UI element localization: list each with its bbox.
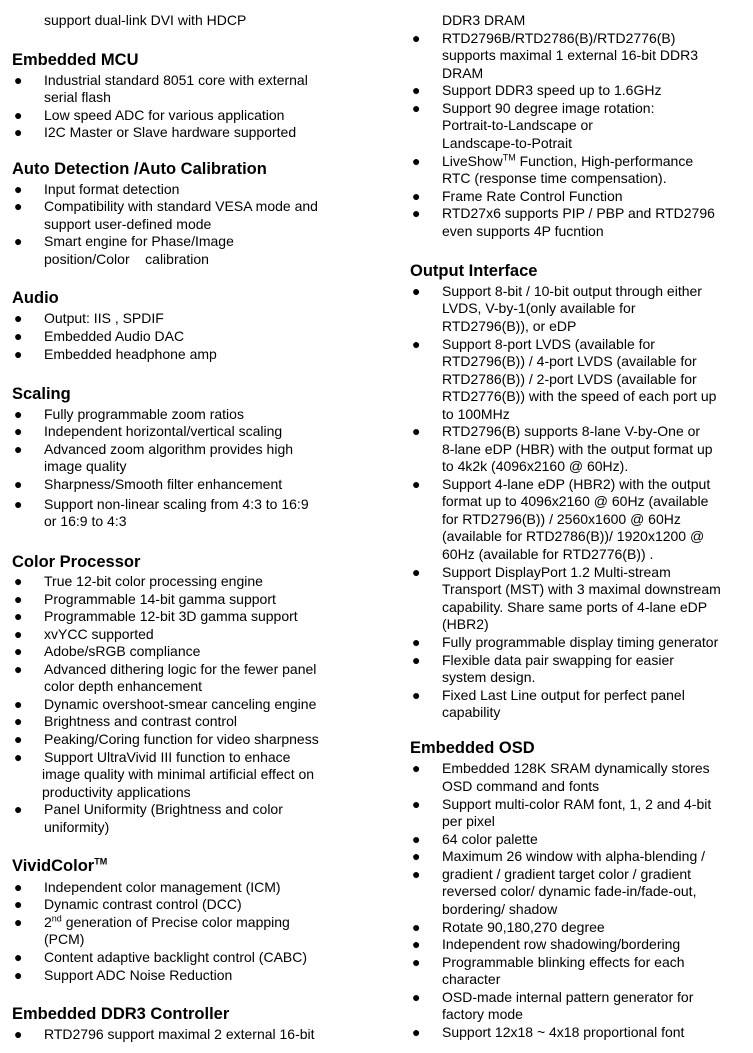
bullet-icon: ● <box>14 801 23 817</box>
bullet-icon: ● <box>14 423 23 439</box>
line-text: Support 8-bit / 10-bit output through either <box>442 283 702 299</box>
line-text: capability <box>442 704 501 720</box>
bullet-continuation <box>442 406 510 422</box>
bullet-continuation <box>44 216 211 232</box>
line-text: Input format detection <box>44 181 180 197</box>
bullet-item <box>44 406 244 422</box>
line-text: Color Processor <box>12 553 141 571</box>
bullet-item <box>44 949 307 965</box>
line-text: per pixel <box>442 813 495 829</box>
bullet-continuation <box>44 251 209 267</box>
line-text: image quality with minimal artificial effect on <box>42 766 315 782</box>
line-text: RTC (response time compensation). <box>442 170 667 186</box>
bullet-item <box>442 30 675 46</box>
line-text: Portrait-to-Landscape or <box>442 117 593 133</box>
bullet-icon: ● <box>412 687 421 703</box>
line-text: Maximum 26 window with alpha-blending / <box>442 848 706 864</box>
section-heading-vividcolor <box>12 857 107 876</box>
line-text: Independent row shadowing/bordering <box>442 936 681 952</box>
bullet-item <box>44 181 179 197</box>
line-text: reversed color/ dynamic fade-in/fade-out, <box>442 883 697 899</box>
bullet-icon: ● <box>412 919 421 935</box>
bullet-item <box>442 848 705 864</box>
line-text: Audio <box>12 289 59 307</box>
bullet-icon: ● <box>14 328 23 344</box>
bullet-item <box>44 626 154 642</box>
line-text: Dynamic contrast control (DCC) <box>44 896 242 912</box>
bullet-icon: ● <box>412 796 421 812</box>
bullet-item <box>442 100 654 116</box>
bullet-continuation <box>442 117 593 133</box>
bullet-icon: ● <box>14 346 23 362</box>
bullet-item <box>442 866 691 882</box>
bullet-icon: ● <box>412 423 421 439</box>
line-text: Support non-linear scaling from 4:3 to 16:9 <box>44 496 309 512</box>
bullet-continuation <box>442 441 713 457</box>
bullet-continuation <box>442 353 697 369</box>
line-text: RTD2796B/RTD2786(B)/RTD2776(B) <box>442 30 676 46</box>
bullet-item <box>44 310 164 326</box>
bullet-icon: ● <box>412 100 421 116</box>
line-text: Independent color management (ICM) <box>44 879 281 895</box>
line-text: Panel Uniformity (Brightness and color <box>44 801 283 817</box>
line-text: RTD2776(B)) with the speed of each port up <box>442 388 717 404</box>
bullet-item <box>44 346 217 362</box>
line-text: Support ADC Noise Reduction <box>44 967 233 983</box>
line-text: Brightness and contrast control <box>44 713 237 729</box>
bullet-continuation <box>442 778 599 794</box>
bullet-continuation <box>442 458 628 474</box>
line-text: Programmable 12-bit 3D gamma support <box>44 608 298 624</box>
line-text: (HBR2) <box>442 616 489 632</box>
superscript: nd <box>51 913 62 924</box>
bullet-continuation <box>442 528 704 544</box>
bullet-item <box>44 896 242 912</box>
line-text: VividColor <box>12 857 95 875</box>
line-text: Auto Detection /Auto Calibration <box>12 160 267 178</box>
line-text: support dual-link DVI with HDCP <box>44 12 247 28</box>
bullet-icon: ● <box>14 661 23 677</box>
bullet-icon: ● <box>14 441 23 457</box>
line-text: Support 8-port LVDS (available for <box>442 336 655 352</box>
bullet-item <box>442 919 605 935</box>
bullet-item <box>442 936 680 952</box>
superscript: TM <box>94 856 108 867</box>
line-text: Fully programmable zoom ratios <box>44 406 244 422</box>
line-text: DRAM <box>442 65 484 81</box>
bullet-icon: ● <box>14 967 23 983</box>
line-text: Embedded DDR3 Controller <box>12 1005 230 1023</box>
bullet-icon: ● <box>14 591 23 607</box>
bullet-continuation <box>442 883 696 899</box>
bullet-item <box>44 496 309 512</box>
line-text: Content adaptive backlight control (CABC) <box>44 949 308 965</box>
line-text: Frame Rate Control Function <box>442 188 623 204</box>
bullet-icon: ● <box>412 831 421 847</box>
bullet-icon: ● <box>412 848 421 864</box>
bullet-item <box>442 188 623 204</box>
bullet-item <box>44 661 316 677</box>
line-text: productivity applications <box>42 784 191 800</box>
bullet-continuation <box>442 300 636 316</box>
line-text: RTD27x6 supports PIP / PBP and RTD2796 <box>442 205 715 221</box>
bullet-icon: ● <box>14 198 23 214</box>
bullet-icon: ● <box>412 476 421 492</box>
bullet-icon: ● <box>14 626 23 642</box>
line-text: to 4k2k (4096x2160 @ 60Hz). <box>442 458 629 474</box>
line-text: Scaling <box>12 385 71 403</box>
line-text: or 16:9 to 4:3 <box>44 513 127 529</box>
line-text: format up to 4096x2160 @ 60Hz (available <box>442 493 709 509</box>
line-text: (available for RTD2786(B))/ 1920x1200 @ <box>442 528 705 544</box>
bullet-icon: ● <box>14 879 23 895</box>
bullet-item <box>44 198 318 214</box>
bullet-icon: ● <box>412 205 421 221</box>
bullet-icon: ● <box>14 496 23 512</box>
line-text: xvYCC supported <box>44 626 154 642</box>
line-text: Output: IIS , SPDIF <box>44 310 164 326</box>
bullet-icon: ● <box>412 652 421 668</box>
bullet-icon: ● <box>14 233 23 249</box>
bullet-item <box>442 283 702 299</box>
line-text: Advanced zoom algorithm provides high <box>44 441 294 457</box>
line-text: Support multi-color RAM font, 1, 2 and 4-bit <box>442 796 712 812</box>
bullet-item <box>44 643 200 659</box>
line-text: uniformity) <box>44 819 110 835</box>
bullet-icon: ● <box>14 643 23 659</box>
bullet-continuation <box>442 12 525 28</box>
line-text: RTD2796(B)) / 4-port LVDS (available for <box>442 353 697 369</box>
section-heading-embedded-osd <box>410 739 535 758</box>
bullet-continuation <box>442 704 500 720</box>
bullet-continuation <box>442 581 721 597</box>
superscript: TM <box>502 152 516 163</box>
bullet-icon: ● <box>14 310 23 326</box>
bullet-icon: ● <box>412 1024 421 1040</box>
bullet-continuation <box>44 819 109 835</box>
bullet-continuation <box>442 971 500 987</box>
bullet-icon: ● <box>412 936 421 952</box>
line-text: Industrial standard 8051 core with external <box>44 72 308 88</box>
line-text: Flexible data pair swapping for easier <box>442 652 674 668</box>
bullet-icon: ● <box>412 336 421 352</box>
bullet-icon: ● <box>14 896 23 912</box>
bullet-item <box>442 1024 684 1040</box>
line-text: color depth enhancement <box>44 678 202 694</box>
bullet-icon: ● <box>14 124 23 140</box>
line-text: RTD2786(B)) / 2-port LVDS (available for <box>442 371 697 387</box>
bullet-item <box>442 82 661 98</box>
line-text: Smart engine for Phase/Image <box>44 233 234 249</box>
line-text: serial flash <box>44 89 111 105</box>
bullet-item <box>44 608 298 624</box>
line-text: Embedded Audio DAC <box>44 328 185 344</box>
line-text: DDR3 DRAM <box>442 12 526 28</box>
section-heading-embedded-ddr3-controller <box>12 1005 229 1024</box>
bullet-icon: ● <box>14 713 23 729</box>
line-text: Support DDR3 speed up to 1.6GHz <box>442 82 662 98</box>
bullet-item <box>44 801 283 817</box>
line-text: LVDS, V-by-1(only available for <box>442 300 636 316</box>
bullet-continuation <box>44 12 246 28</box>
bullet-continuation <box>44 513 127 529</box>
line-text: Fixed Last Line output for perfect panel <box>442 687 685 703</box>
bullet-item <box>44 731 319 747</box>
line-text: Fully programmable display timing generator <box>442 634 719 650</box>
line-text: Dynamic overshoot-smear canceling engine <box>44 696 317 712</box>
line-text: Peaking/Coring function for video sharpness <box>44 731 319 747</box>
line-text: Programmable blinking effects for each <box>442 954 685 970</box>
bullet-icon: ● <box>14 749 23 765</box>
bullet-item <box>44 233 234 249</box>
bullet-item <box>442 423 700 439</box>
line-text: RTD2796(B)), or eDP <box>442 318 577 334</box>
bullet-item <box>44 696 316 712</box>
line-text: Embedded OSD <box>410 739 535 757</box>
line-text: Support 12x18 ~ 4x18 proportional font <box>442 1024 685 1040</box>
line-text: Independent horizontal/vertical scaling <box>44 423 283 439</box>
line-text: Sharpness/Smooth filter enhancement <box>44 476 283 492</box>
bullet-continuation <box>442 813 495 829</box>
bullet-continuation <box>442 318 576 334</box>
bullet-icon: ● <box>412 283 421 299</box>
line-text: character <box>442 971 501 987</box>
bullet-icon: ● <box>14 181 23 197</box>
bullet-item <box>44 879 281 895</box>
line-text-continued: generation of Precise color mapping <box>61 914 290 930</box>
bullet-continuation <box>442 223 604 239</box>
bullet-icon: ● <box>14 731 23 747</box>
line-text: I2C Master or Slave hardware supported <box>44 124 297 140</box>
bullet-icon: ● <box>412 954 421 970</box>
bullet-continuation <box>442 599 707 615</box>
section-heading-color-processor <box>12 553 140 572</box>
line-text: Support 90 degree image rotation: <box>442 100 655 116</box>
bullet-item <box>442 205 715 221</box>
line-text: Transport (MST) with 3 maximal downstream <box>442 581 721 597</box>
line-text: support user-defined mode <box>44 216 212 232</box>
line-text: Support DisplayPort 1.2 Multi-stream <box>442 564 671 580</box>
bullet-item <box>442 564 671 580</box>
line-text: LiveShow <box>442 153 503 169</box>
section-heading-embedded-mcu <box>12 51 139 70</box>
bullet-continuation <box>442 135 572 151</box>
bullet-icon: ● <box>412 760 421 776</box>
line-text: capability. Share same ports of 4-lane eDP <box>442 599 708 615</box>
bullet-icon: ● <box>14 914 23 930</box>
line-text: Support 4-lane eDP (HBR2) with the output <box>442 476 711 492</box>
bullet-continuation <box>42 766 314 782</box>
bullet-icon: ● <box>412 153 421 169</box>
bullet-item <box>44 476 282 492</box>
line-text: Advanced dithering logic for the fewer panel <box>44 661 317 677</box>
line-text: Low speed ADC for various application <box>44 107 285 123</box>
bullet-continuation <box>442 511 681 527</box>
line-text: Support UltraVivid III function to enhace <box>44 749 291 765</box>
bullet-continuation <box>442 616 489 632</box>
line-text: 2 <box>44 914 52 930</box>
bullet-continuation <box>442 669 535 685</box>
line-text: Compatibility with standard VESA mode and <box>44 198 318 214</box>
line-text: 64 color palette <box>442 831 538 847</box>
line-text: image quality <box>44 458 127 474</box>
line-text: Embedded MCU <box>12 51 139 69</box>
line-text: bordering/ shadow <box>442 901 558 917</box>
section-heading-audio <box>12 289 59 308</box>
bullet-item <box>44 713 237 729</box>
bullet-item <box>442 634 718 650</box>
bullet-icon: ● <box>14 949 23 965</box>
bullet-item <box>442 954 685 970</box>
bullet-item <box>44 591 276 607</box>
bullet-icon: ● <box>14 406 23 422</box>
line-text: True 12-bit color processing engine <box>44 573 263 589</box>
bullet-continuation <box>44 89 111 105</box>
bullet-icon: ● <box>412 82 421 98</box>
bullet-icon: ● <box>412 634 421 650</box>
bullet-icon: ● <box>14 72 23 88</box>
bullet-continuation <box>442 493 708 509</box>
section-heading-output-interface <box>410 262 537 281</box>
line-text: supports maximal 1 external 16-bit DDR3 <box>442 47 698 63</box>
bullet-item <box>44 423 282 439</box>
line-text: factory mode <box>442 1006 523 1022</box>
line-text: Rotate 90,180,270 degree <box>442 919 605 935</box>
line-text: 8-lane eDP (HBR) with the output format up <box>442 441 713 457</box>
line-text: OSD-made internal pattern generator for <box>442 989 694 1005</box>
bullet-icon: ● <box>412 866 421 882</box>
bullet-icon: ● <box>14 696 23 712</box>
line-text: position/Color calibration <box>44 251 209 267</box>
bullet-continuation <box>442 901 557 917</box>
bullet-continuation <box>442 170 667 186</box>
bullet-icon: ● <box>412 188 421 204</box>
bullet-item <box>44 573 263 589</box>
bullet-item <box>44 914 290 930</box>
line-text: gradient / gradient target color / gradient <box>442 866 692 882</box>
bullet-continuation <box>44 678 202 694</box>
bullet-item <box>442 989 693 1005</box>
line-text-continued: Function, High-performance <box>515 153 694 169</box>
bullet-item <box>44 749 290 765</box>
line-text: Adobe/sRGB compliance <box>44 643 201 659</box>
bullet-item <box>442 796 711 812</box>
bullet-item <box>44 441 293 457</box>
bullet-item <box>442 476 710 492</box>
bullet-icon: ● <box>14 608 23 624</box>
bullet-icon: ● <box>412 564 421 580</box>
bullet-item <box>44 72 308 88</box>
line-text: (PCM) <box>44 931 85 947</box>
bullet-continuation <box>44 931 84 947</box>
line-text: RTD2796 support maximal 2 external 16-bit <box>44 1026 315 1042</box>
bullet-icon: ● <box>14 476 23 492</box>
bullet-continuation <box>42 784 191 800</box>
line-text: to 100MHz <box>442 406 510 422</box>
line-text: even supports 4P fucntion <box>442 223 604 239</box>
bullet-continuation <box>442 388 716 404</box>
line-text: Embedded headphone amp <box>44 346 217 362</box>
line-text: RTD2796(B) supports 8-lane V-by-One or <box>442 423 701 439</box>
bullet-continuation <box>442 65 483 81</box>
bullet-item <box>442 687 685 703</box>
bullet-continuation <box>442 1006 523 1022</box>
section-heading-auto-detection-auto-calibration <box>12 160 267 179</box>
bullet-icon: ● <box>14 107 23 123</box>
bullet-item <box>44 328 184 344</box>
line-text: 60Hz (available for RTD2776(B)) . <box>442 546 654 562</box>
bullet-continuation <box>442 47 698 63</box>
line-text: for RTD2796(B)) / 2560x1600 @ 60Hz <box>442 511 681 527</box>
line-text: OSD command and fonts <box>442 778 600 794</box>
line-text: Output Interface <box>410 262 538 280</box>
line-text: system design. <box>442 669 536 685</box>
bullet-item <box>442 831 538 847</box>
line-text: Programmable 14-bit gamma support <box>44 591 276 607</box>
section-heading-scaling <box>12 385 71 404</box>
bullet-item <box>442 652 674 668</box>
bullet-item <box>442 336 655 352</box>
line-text: Landscape-to-Potrait <box>442 135 572 151</box>
bullet-continuation <box>442 546 653 562</box>
bullet-item <box>442 760 710 776</box>
bullet-icon: ● <box>14 573 23 589</box>
bullet-item <box>44 967 232 983</box>
bullet-item <box>442 153 693 169</box>
bullet-item <box>44 107 284 123</box>
bullet-icon: ● <box>412 989 421 1005</box>
bullet-continuation <box>442 371 697 387</box>
bullet-item <box>44 1026 315 1042</box>
line-text: Embedded 128K SRAM dynamically stores <box>442 760 710 776</box>
bullet-icon: ● <box>14 1026 23 1042</box>
bullet-icon: ● <box>412 30 421 46</box>
bullet-continuation <box>44 458 127 474</box>
bullet-item <box>44 124 296 140</box>
